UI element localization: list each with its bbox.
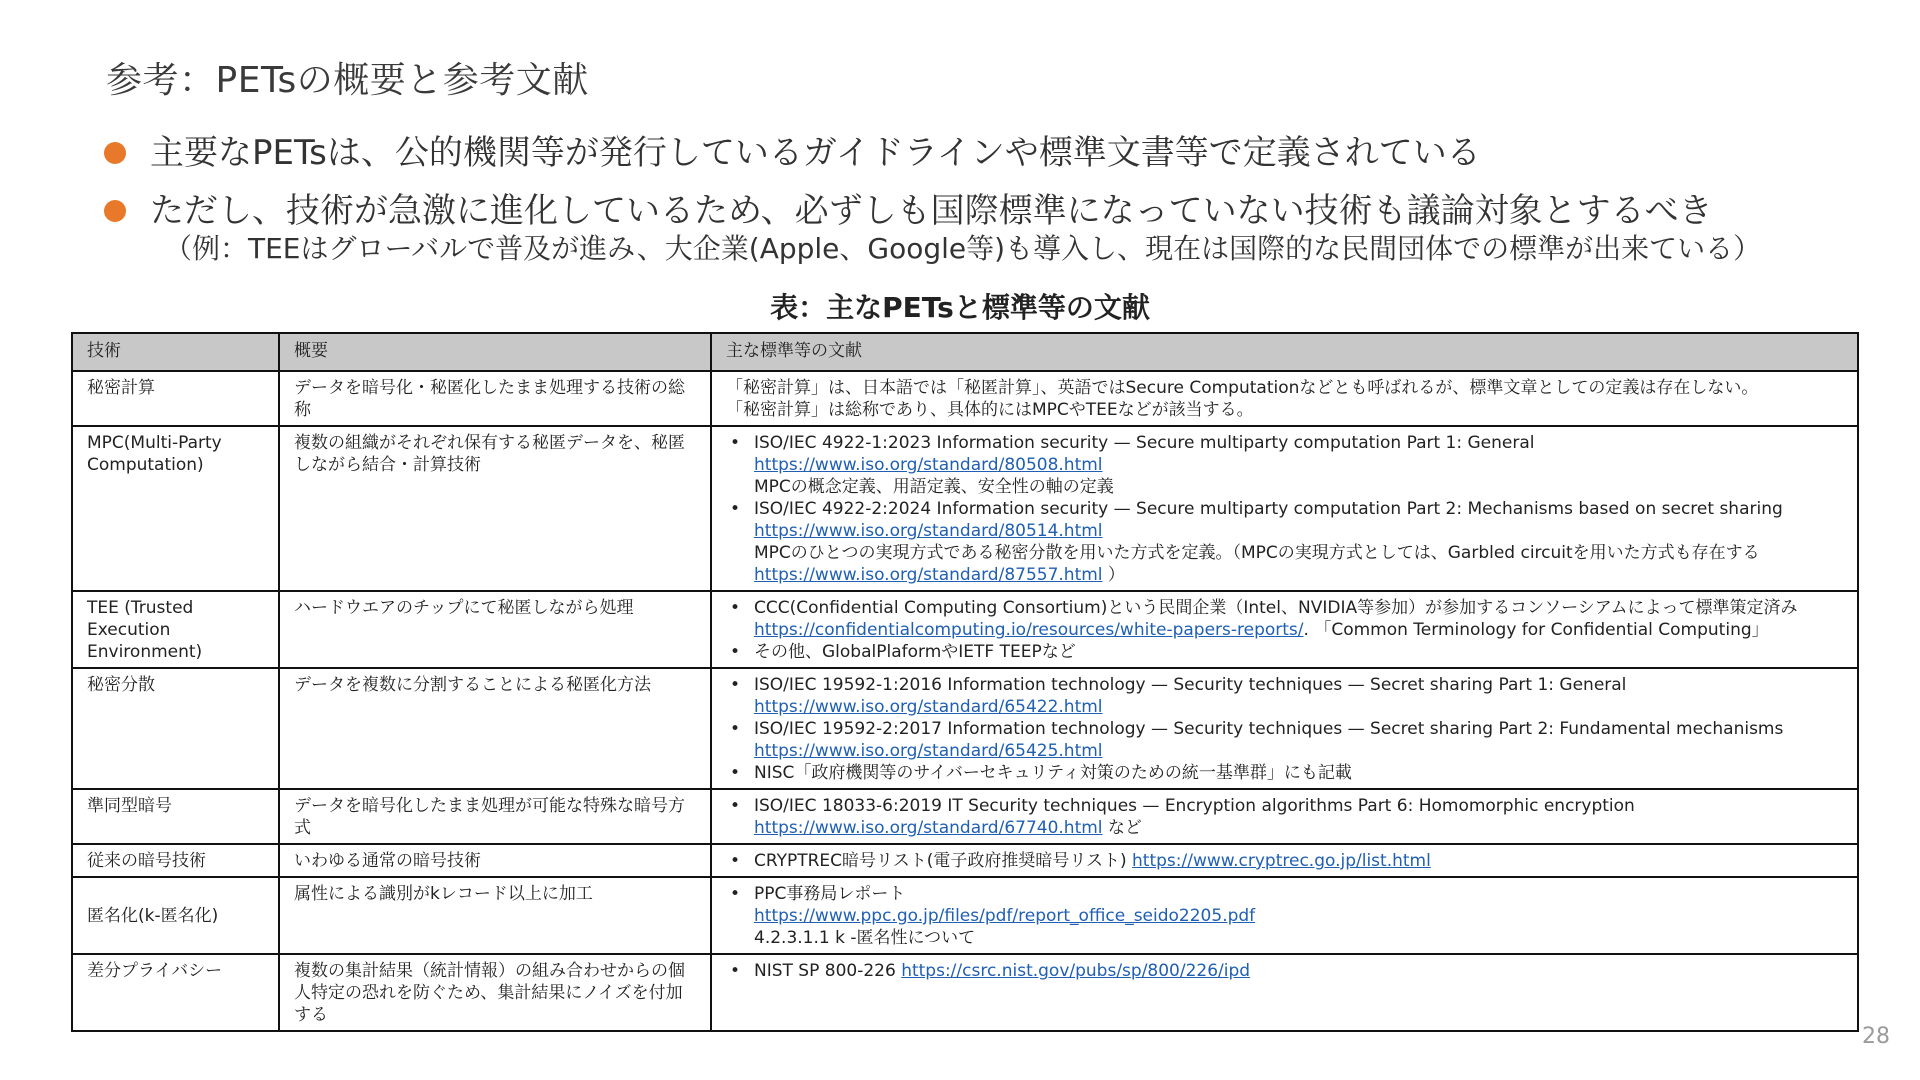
reference-link[interactable]: https://www.iso.org/standard/80514.html bbox=[754, 521, 1103, 541]
cell-references bbox=[711, 591, 1858, 668]
page-number: 28 bbox=[1862, 1024, 1890, 1049]
reference-item bbox=[726, 498, 1843, 586]
cell-tech: 匿名化(k-匿名化) bbox=[72, 877, 279, 954]
table-row bbox=[72, 668, 1858, 789]
ref-text: • ISO/IEC 19592-1:2016 Information technology — Security techniques — Secret sharing Part 1: General bbox=[754, 675, 1627, 695]
table-row bbox=[72, 371, 1858, 426]
reference-link[interactable]: https://confidentialcomputing.io/resources/white-papers-reports/ bbox=[754, 620, 1304, 640]
reference-item bbox=[726, 960, 1843, 982]
bullet-list bbox=[104, 130, 1860, 266]
ref-text: CRYPTREC暗号リスト(電子政府推奨暗号リスト) bbox=[754, 851, 1133, 871]
cell-summary: ハードウエアのチップにて秘匿しながら処理 bbox=[279, 591, 711, 668]
cell-references bbox=[711, 426, 1858, 591]
cell-references bbox=[711, 789, 1858, 844]
cell-tech: MPC(Multi-Party Computation) bbox=[72, 426, 279, 591]
bullet-text: 主要なPETsは、公的機関等が発行しているガイドラインや標準文書等で定義されている bbox=[150, 133, 1481, 173]
table-row bbox=[72, 844, 1858, 877]
cell-references bbox=[711, 371, 1858, 426]
ref-text: • ISO/IEC 18033-6:2019 IT Security techniques — Encryption algorithms Part 6: Homomorphic encryption bbox=[754, 796, 1635, 816]
cell-tech: 従来の暗号技術 bbox=[72, 844, 279, 877]
ref-suffix: など bbox=[1102, 818, 1142, 838]
header-summary: 概要 bbox=[279, 333, 711, 371]
cell-summary: いわゆる通常の暗号技術 bbox=[279, 844, 711, 877]
cell-tech: TEE (Trusted Execution Environment) bbox=[72, 591, 279, 668]
reference-item bbox=[726, 432, 1843, 498]
reference-list bbox=[726, 883, 1843, 949]
bullet-item bbox=[104, 188, 1860, 234]
cell-summary: 複数の集計結果（統計情報）の組み合わせからの個人特定の恐れを防ぐため、集計結果にノイズを付加する bbox=[279, 954, 711, 1031]
reference-item bbox=[726, 597, 1843, 641]
cell-tech: 準同型暗号 bbox=[72, 789, 279, 844]
table-row bbox=[72, 877, 1858, 954]
bullet-subtext: （例：TEEはグローバルで普及が進み、大企業(Apple、Google等)も導入し、現在は国際的な民間団体での標準が出来ている） bbox=[164, 232, 1762, 265]
reference-link[interactable]: https://www.iso.org/standard/80508.html bbox=[754, 455, 1103, 475]
table-row bbox=[72, 954, 1858, 1031]
reference-list bbox=[726, 674, 1843, 784]
reference-list bbox=[726, 795, 1843, 839]
reference-list bbox=[726, 850, 1843, 872]
reference-item bbox=[726, 883, 1843, 949]
ref-note: MPCの概念定義、用語定義、安全性の軸の定義 bbox=[754, 477, 1114, 497]
cell-tech: 差分プライバシー bbox=[72, 954, 279, 1031]
reference-link[interactable]: https://www.cryptrec.go.jp/list.html bbox=[1132, 851, 1431, 871]
slide-title: 参考：PETsの概要と参考文献 bbox=[106, 60, 589, 101]
ref-text: 「秘密計算」は、日本語では「秘匿計算」、英語ではSecure Computationなどとも呼ばれるが、標準文章としての定義は存在しない。 bbox=[726, 378, 1759, 398]
ref-note: MPCのひとつの実現方式である秘密分散を用いた方式を定義。（MPCの実現方式としては、Garbled circuitを用いた方式も存在する bbox=[754, 543, 1760, 563]
pets-reference-table bbox=[71, 332, 1859, 1032]
cell-summary: データを複数に分割することによる秘匿化方法 bbox=[279, 668, 711, 789]
cell-references bbox=[711, 844, 1858, 877]
header-references: 主な標準等の文献 bbox=[711, 333, 1858, 371]
reference-item bbox=[726, 762, 1843, 784]
bullet-text: ただし、技術が急激に進化しているため、必ずしも国際標準になっていない技術も議論対象とするべき bbox=[150, 191, 1713, 231]
table-row bbox=[72, 789, 1858, 844]
reference-link[interactable]: https://www.iso.org/standard/65422.html bbox=[754, 697, 1103, 717]
reference-list bbox=[726, 432, 1843, 586]
ref-text: • CCC(Confidential Computing Consortium)という民間企業（Intel、NVIDIA等参加）が参加するコンソーシアムによって標準策定済み bbox=[754, 598, 1798, 618]
reference-link[interactable]: https://csrc.nist.gov/pubs/sp/800/226/ipd bbox=[901, 961, 1251, 981]
cell-references bbox=[711, 668, 1858, 789]
cell-summary: データを暗号化・秘匿化したまま処理する技術の総称 bbox=[279, 371, 711, 426]
cell-summary: データを暗号化したまま処理が可能な特殊な暗号方式 bbox=[279, 789, 711, 844]
table-row bbox=[72, 426, 1858, 591]
cell-summary: 属性による識別がkレコード以上に加工 bbox=[279, 877, 711, 954]
reference-item bbox=[726, 674, 1843, 718]
reference-link[interactable]: https://www.iso.org/standard/65425.html bbox=[754, 741, 1103, 761]
bullet-dot-icon bbox=[104, 200, 126, 222]
ref-text: • ISO/IEC 4922-1:2023 Information security — Secure multiparty computation Part 1: General bbox=[754, 433, 1535, 453]
bullet-item bbox=[104, 130, 1860, 176]
reference-link[interactable]: https://www.ppc.go.jp/files/pdf/report_office_seido2205.pdf bbox=[754, 906, 1256, 926]
reference-item bbox=[726, 795, 1843, 839]
table-caption: 表：主なPETsと標準等の文献 bbox=[770, 291, 1150, 324]
ref-suffix: ） bbox=[1102, 565, 1125, 585]
bullet-dot-icon bbox=[104, 142, 126, 164]
ref-text: NIST SP 800-226 bbox=[754, 961, 902, 981]
ref-text: • ISO/IEC 4922-2:2024 Information security — Secure multiparty computation Part 2: Mechanisms based on secret sharing bbox=[754, 499, 1783, 519]
ref-text: • ISO/IEC 19592-2:2017 Information technology — Security techniques — Secret sharing Part 2: Fundamental mechanisms bbox=[754, 719, 1784, 739]
table-row bbox=[72, 591, 1858, 668]
reference-list bbox=[726, 960, 1843, 982]
reference-link[interactable]: https://www.iso.org/standard/67740.html bbox=[754, 818, 1103, 838]
reference-list bbox=[726, 597, 1843, 663]
reference-link[interactable]: https://www.iso.org/standard/87557.html bbox=[754, 565, 1103, 585]
ref-text: • PPC事務局レポート bbox=[754, 884, 906, 904]
ref-suffix: . 「Common Terminology for Confidential Computing」 bbox=[1303, 620, 1769, 640]
ref-text: 「秘密計算」は総称であり、具体的にはMPCやTEEなどが該当する。 bbox=[726, 400, 1254, 420]
cell-references bbox=[711, 877, 1858, 954]
reference-item bbox=[726, 850, 1843, 872]
ref-text: • その他、GlobalPlaformやIETF TEEPなど bbox=[754, 642, 1076, 662]
reference-item bbox=[726, 641, 1843, 663]
cell-summary: 複数の組織がそれぞれ保有する秘匿データを、秘匿しながら結合・計算技術 bbox=[279, 426, 711, 591]
ref-note: 4.2.3.1.1 k -匿名性について bbox=[754, 928, 976, 948]
reference-item bbox=[726, 718, 1843, 762]
table-header-row bbox=[72, 333, 1858, 371]
cell-tech: 秘密分散 bbox=[72, 668, 279, 789]
cell-references bbox=[711, 954, 1858, 1031]
ref-text: • NISC「政府機関等のサイバーセキュリティ対策のための統一基準群」にも記載 bbox=[754, 763, 1352, 783]
header-tech: 技術 bbox=[72, 333, 279, 371]
cell-tech: 秘密計算 bbox=[72, 371, 279, 426]
